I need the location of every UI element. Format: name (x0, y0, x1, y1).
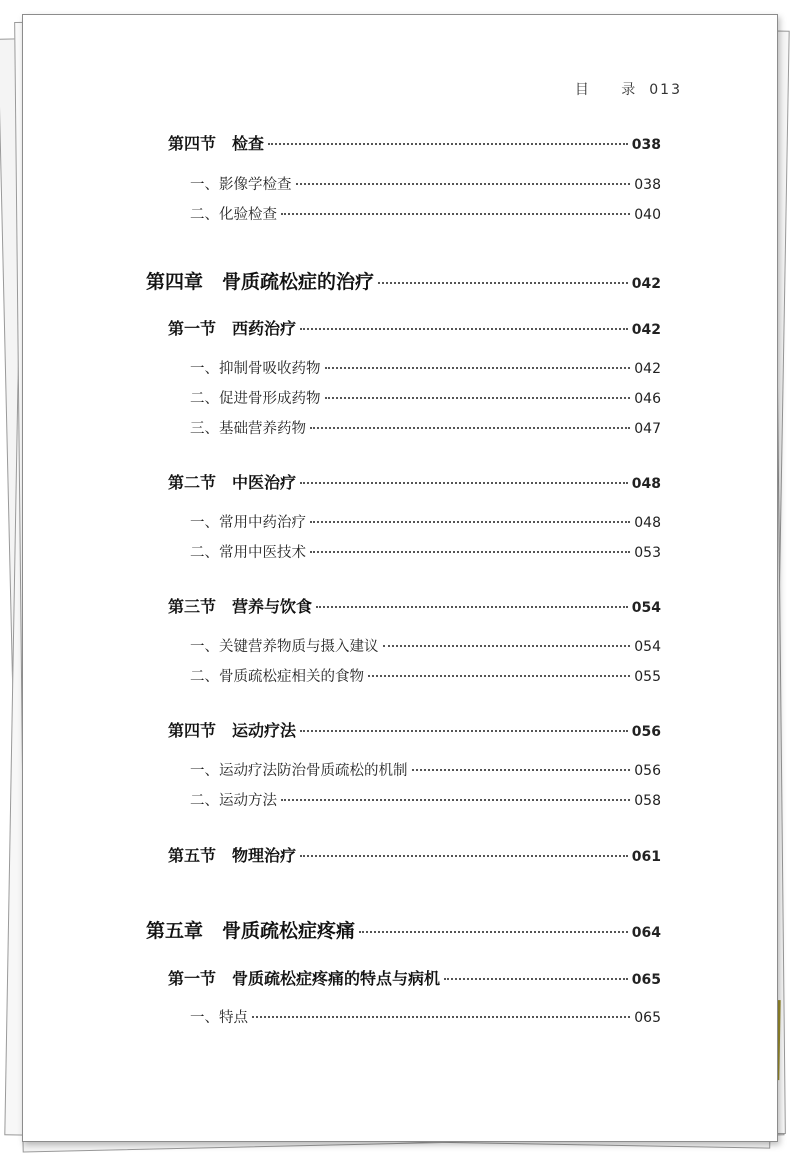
toc-entry-page: 042 (631, 322, 661, 338)
dot-leader (378, 282, 628, 284)
toc-chapter-entry[interactable] (146, 916, 661, 943)
dot-leader (296, 183, 631, 185)
toc-entry-page: 065 (631, 972, 661, 988)
toc-entry-page: 048 (631, 476, 661, 492)
running-head (575, 79, 682, 99)
toc-entry-page: 040 (634, 207, 661, 223)
toc-entry-page: 061 (631, 849, 661, 865)
toc-entry-label: 一、运动疗法防治骨质疏松的机制 (190, 763, 408, 779)
toc-entry[interactable] (168, 966, 661, 989)
toc-entry-page: 047 (634, 421, 661, 437)
toc-entry-label: 一、常用中药治疗 (190, 515, 306, 531)
toc-entry-label: 一、抑制骨吸收药物 (190, 361, 321, 377)
toc-entry[interactable] (190, 511, 661, 532)
toc-entry[interactable] (168, 843, 661, 866)
toc-entry[interactable] (190, 357, 661, 378)
dot-leader (359, 931, 628, 933)
toc-entry-page: 048 (634, 515, 661, 531)
toc-entry-page: 038 (634, 177, 661, 193)
toc-entry-page: 042 (634, 361, 661, 377)
dot-leader (300, 855, 628, 857)
toc-entry[interactable] (190, 173, 661, 194)
dot-leader (383, 645, 631, 647)
toc-entry-label: 一、特点 (190, 1010, 248, 1026)
toc-entry[interactable] (190, 203, 661, 224)
toc-entry-label: 第四节 检查 (168, 134, 265, 153)
toc-entry[interactable] (168, 470, 661, 493)
toc-entry-page: 038 (631, 137, 661, 153)
toc-entry-page: 055 (634, 669, 661, 685)
toc-entry-page: 042 (631, 276, 661, 292)
toc-chapter-entry[interactable] (146, 267, 661, 294)
toc-entry-page: 054 (631, 600, 661, 616)
running-head-page: 013 (649, 82, 682, 98)
dot-leader (412, 769, 631, 771)
dot-leader (268, 143, 628, 145)
toc-entry-label: 第四章 骨质疏松症的治疗 (146, 271, 375, 293)
dot-leader (300, 482, 628, 484)
toc-entry-page: 065 (634, 1010, 661, 1026)
toc-entry-label: 第四节 运动疗法 (168, 721, 297, 740)
toc-entry[interactable] (190, 789, 661, 810)
toc-entry-label: 第三节 营养与饮食 (168, 597, 313, 616)
toc-entry[interactable] (168, 718, 661, 741)
toc-entry-label: 二、运动方法 (190, 793, 277, 809)
toc-entry[interactable] (190, 665, 661, 686)
toc-entry-label: 三、基础营养药物 (190, 421, 306, 437)
toc-entry[interactable] (168, 594, 661, 617)
toc-entry-page: 046 (634, 391, 661, 407)
toc-entry-label: 二、化验检查 (190, 207, 277, 223)
dot-leader (444, 978, 628, 980)
toc-entry[interactable] (190, 387, 661, 408)
dot-leader (310, 427, 630, 429)
toc-entry-label: 一、关键营养物质与摄入建议 (190, 639, 379, 655)
toc-entry[interactable] (190, 417, 661, 438)
toc-entry[interactable] (190, 541, 661, 562)
dot-leader (252, 1016, 630, 1018)
toc-entry[interactable] (190, 635, 661, 656)
running-head-title: 目 录 (574, 82, 650, 98)
toc-entry[interactable] (190, 1006, 661, 1027)
toc-entry-label: 一、影像学检查 (190, 177, 292, 193)
toc-entry-label: 第一节 骨质疏松症疼痛的特点与病机 (168, 969, 441, 988)
toc-entry-label: 二、常用中医技术 (190, 545, 306, 561)
dot-leader (281, 213, 630, 215)
toc-entry-page: 053 (634, 545, 661, 561)
toc-entry[interactable] (168, 316, 661, 339)
toc-entry-page: 056 (634, 763, 661, 779)
toc-entry-label: 第五节 物理治疗 (168, 846, 297, 865)
toc-entry-page: 054 (634, 639, 661, 655)
dot-leader (316, 606, 628, 608)
dot-leader (325, 397, 631, 399)
toc-entry-label: 二、促进骨形成药物 (190, 391, 321, 407)
toc-entry-page: 064 (631, 925, 661, 941)
dot-leader (300, 730, 628, 732)
dot-leader (300, 328, 628, 330)
toc-entry-label: 第五章 骨质疏松症疼痛 (146, 920, 356, 942)
toc-entry-label: 第一节 西药治疗 (168, 319, 297, 338)
toc-entry[interactable] (168, 131, 661, 154)
dot-leader (310, 521, 630, 523)
toc-entry-label: 第二节 中医治疗 (168, 473, 297, 492)
toc-entry-page: 056 (631, 724, 661, 740)
dot-leader (281, 799, 630, 801)
toc-entry-label: 二、骨质疏松症相关的食物 (190, 669, 364, 685)
dot-leader (368, 675, 630, 677)
toc-entry-page: 058 (634, 793, 661, 809)
dot-leader (310, 551, 630, 553)
dot-leader (325, 367, 631, 369)
toc-entry[interactable] (190, 759, 661, 780)
